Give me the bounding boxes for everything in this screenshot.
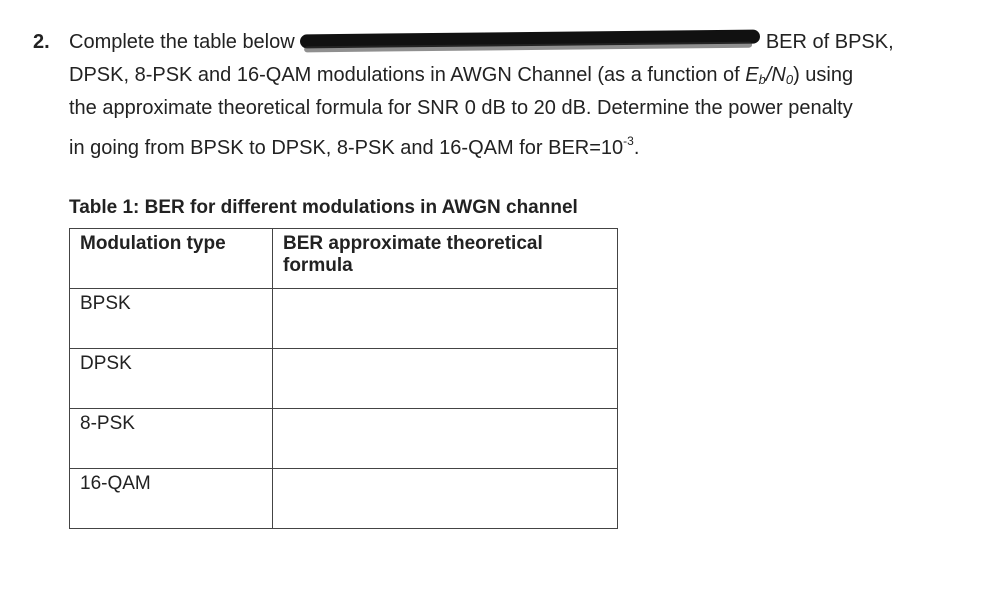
question-line-4	[69, 125, 949, 158]
question-line-2-start: DPSK, 8-PSK and 16-QAM modulations in AWGN Channel (as a function of	[69, 64, 746, 86]
formula-cell[interactable]	[273, 409, 618, 469]
formula-cell[interactable]	[273, 349, 618, 409]
table-row	[70, 409, 618, 469]
question-number: 2.	[33, 31, 50, 53]
question-line-1	[69, 26, 949, 59]
ber-table	[69, 228, 618, 529]
question-text	[69, 26, 949, 158]
question-line-4-start: in going from BPSK to DPSK, 8-PSK and 16-QAM for BER=10	[69, 137, 624, 159]
table-caption: Table 1: BER for different modulations in AWGN channel	[69, 197, 578, 218]
table-row	[70, 349, 618, 409]
question-line-1-end: BER of BPSK,	[765, 31, 894, 53]
question-line-2-end: ) using	[793, 64, 854, 86]
eb-symbol: E	[745, 64, 759, 86]
modulation-cell: BPSK	[70, 289, 273, 349]
table-row	[70, 469, 618, 529]
question-line-1-start: Complete the table below	[69, 31, 295, 53]
ratio-slash: /	[765, 64, 772, 86]
n0-symbol: N	[771, 64, 786, 86]
modulation-cell: 8-PSK	[70, 409, 273, 469]
modulation-cell: DPSK	[70, 349, 273, 409]
header-modulation-type: Modulation type	[70, 229, 273, 289]
redaction-mark	[300, 29, 760, 48]
header-ber-formula: BER approximate theoretical formula	[273, 229, 618, 289]
modulation-cell: 16-QAM	[70, 469, 273, 529]
table-header-row	[70, 229, 618, 289]
formula-cell[interactable]	[273, 469, 618, 529]
n0-subscript: 0	[785, 72, 794, 87]
ber-exponent: -3	[623, 134, 634, 148]
formula-cell[interactable]	[273, 289, 618, 349]
question-line-3: the approximate theoretical formula for SNR 0 dB to 20 dB. Determine the power penalty	[69, 97, 853, 119]
eb-subscript: b	[758, 72, 766, 87]
question-line-4-end: .	[633, 137, 640, 159]
table-row	[70, 289, 618, 349]
question-line-2	[69, 59, 949, 92]
